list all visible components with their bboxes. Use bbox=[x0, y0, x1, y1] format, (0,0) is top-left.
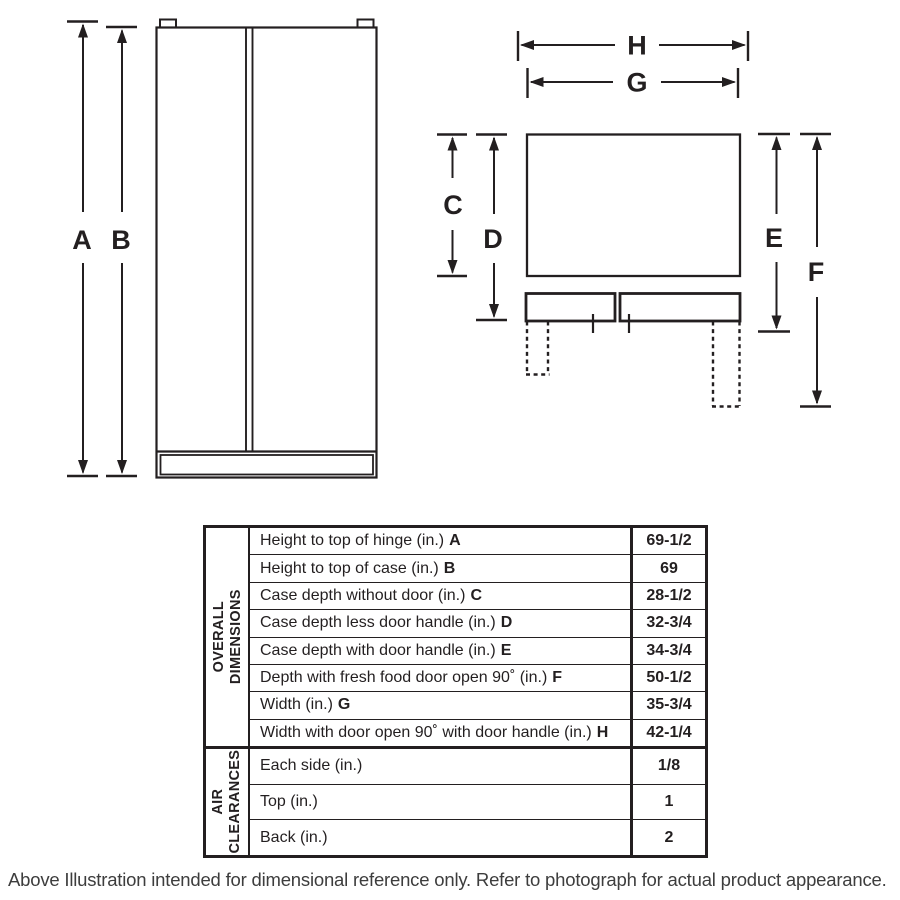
row-label-text: Top (in.) bbox=[260, 793, 318, 810]
row-value: 1 bbox=[630, 785, 705, 820]
row-label bbox=[250, 610, 630, 636]
table-row bbox=[250, 719, 705, 746]
row-label-text: Case depth with door handle (in.) bbox=[260, 641, 496, 659]
row-value: 35-3/4 bbox=[630, 692, 705, 718]
row-label bbox=[250, 638, 630, 664]
row-value: 32-3/4 bbox=[630, 610, 705, 636]
row-label-text: Width (in.) bbox=[260, 696, 333, 714]
row-label-text: Height to top of hinge (in.) bbox=[260, 532, 445, 550]
air-clearances-header bbox=[206, 749, 250, 855]
dim-c-label: C bbox=[443, 190, 463, 220]
fridge-right-hinge bbox=[358, 20, 374, 28]
row-letter: F bbox=[552, 669, 563, 687]
fridge-front-outline bbox=[157, 28, 377, 478]
dimension-d bbox=[476, 135, 507, 321]
table-row bbox=[250, 819, 705, 855]
row-label bbox=[250, 820, 630, 855]
row-label bbox=[250, 749, 630, 784]
row-label-text: Width with door open 90˚ with door handle (in.) bbox=[260, 723, 592, 741]
dimension-h bbox=[518, 31, 748, 62]
dimension-g bbox=[528, 68, 739, 99]
table-row bbox=[250, 637, 705, 664]
case-outline bbox=[527, 135, 740, 277]
row-label-text: Case depth without door (in.) bbox=[260, 586, 466, 604]
row-letter: H bbox=[596, 723, 609, 741]
row-label bbox=[250, 785, 630, 820]
right-door bbox=[620, 294, 740, 322]
row-label-text: Each side (in.) bbox=[260, 757, 363, 775]
table-row bbox=[250, 554, 705, 581]
left-door-handle-dashed bbox=[526, 322, 550, 375]
row-letter: B bbox=[443, 559, 456, 577]
overall-dimensions-header bbox=[206, 528, 250, 746]
section-header-line: AIR bbox=[210, 789, 227, 815]
dim-a-label: A bbox=[72, 225, 92, 255]
row-value: 2 bbox=[630, 820, 705, 855]
fridge-left-hinge bbox=[160, 20, 176, 28]
section-header-line: OVERALL bbox=[210, 601, 227, 673]
table-row bbox=[250, 664, 705, 691]
row-value: 28-1/2 bbox=[630, 583, 705, 609]
dimensions-table bbox=[203, 525, 708, 858]
row-value: 69 bbox=[630, 555, 705, 581]
right-door-handle-dashed bbox=[712, 322, 741, 407]
table-row bbox=[250, 784, 705, 820]
row-label-text: Back (in.) bbox=[260, 828, 328, 846]
row-letter: G bbox=[337, 696, 351, 714]
fridge-front-view bbox=[157, 20, 377, 478]
dimension-f bbox=[800, 134, 831, 407]
dim-b-label: B bbox=[111, 225, 131, 255]
table-row bbox=[250, 609, 705, 636]
row-letter: D bbox=[500, 614, 513, 632]
row-label bbox=[250, 528, 630, 554]
fridge-kickplate-inset bbox=[161, 455, 374, 475]
dim-e-label: E bbox=[764, 223, 784, 253]
table-row bbox=[250, 749, 705, 784]
row-label-text: Depth with fresh food door open 90˚ (in.) bbox=[260, 669, 548, 687]
row-value: 42-1/4 bbox=[630, 720, 705, 746]
row-label bbox=[250, 665, 630, 691]
row-letter: A bbox=[449, 532, 461, 550]
row-label-text: Height to top of case (in.) bbox=[260, 559, 439, 577]
dim-d-label: D bbox=[483, 224, 503, 254]
row-label-text: Case depth less door handle (in.) bbox=[260, 614, 496, 632]
row-value: 34-3/4 bbox=[630, 638, 705, 664]
section-header-line: DIMENSIONS bbox=[227, 589, 243, 685]
air-clearances-section bbox=[206, 746, 705, 855]
row-value: 69-1/2 bbox=[630, 528, 705, 554]
row-label bbox=[250, 583, 630, 609]
table-row bbox=[250, 528, 705, 554]
row-value: 1/8 bbox=[630, 749, 705, 784]
dim-g-label: G bbox=[626, 67, 648, 98]
row-label bbox=[250, 720, 630, 746]
overall-dimensions-section bbox=[206, 528, 705, 746]
row-value: 50-1/2 bbox=[630, 665, 705, 691]
row-label bbox=[250, 555, 630, 581]
dimension-e bbox=[758, 134, 790, 332]
fridge-top-view bbox=[526, 135, 741, 407]
row-label bbox=[250, 692, 630, 718]
table-row bbox=[250, 691, 705, 718]
dimension-b bbox=[106, 27, 137, 476]
dim-h-label: H bbox=[627, 30, 647, 61]
row-letter: E bbox=[500, 641, 512, 659]
row-letter: C bbox=[470, 586, 483, 604]
dim-f-label: F bbox=[807, 257, 825, 287]
reference-note: Above Illustration intended for dimensional reference only. Refer to photograph for actual product appearance. bbox=[8, 869, 887, 890]
section-header-line: CLEARANCES bbox=[227, 750, 244, 854]
dimension-c bbox=[437, 135, 467, 277]
left-door bbox=[526, 294, 615, 322]
table-row bbox=[250, 582, 705, 609]
dimension-a bbox=[67, 22, 98, 477]
